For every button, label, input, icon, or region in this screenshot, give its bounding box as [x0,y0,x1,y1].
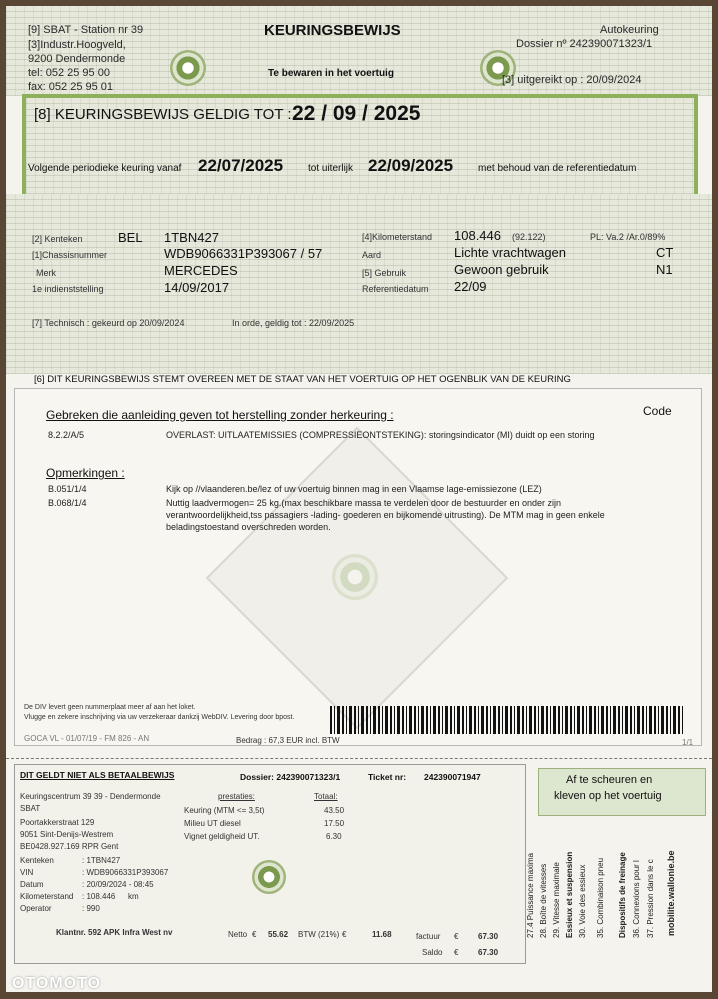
mileage-label: [4]Kilometerstand [362,232,433,242]
inspection-certificate [6,6,712,992]
first-registration-date: 14/09/2017 [164,280,230,295]
otomoto-watermark: OTOMOTO [12,975,102,992]
receipt-btw-label: BTW (21%) [298,930,340,939]
receipt-btw: 11.68 [372,930,392,939]
receipt-saldo: 67.30 [478,948,499,957]
receipt-netto: 55.62 [268,930,289,939]
receipt-dossier: Dossier: 242390071323/1 [240,772,341,782]
receipt-netto-label: Netto [228,930,248,939]
next-inspection-mid: tot uiterlijk [308,163,354,174]
defect-text: OVERLAST: UITLAATEMISSIES (COMPRESSIEONTSTEKING): storingsindicator (MI) duidt op een storing [166,430,595,440]
issue-date: [3] uitgereikt op : 20/09/2024 [502,74,642,86]
receipt-km: : 108.446 [82,892,116,901]
sticker-website: mobilite.wallonie.be [666,850,676,936]
receipt-plate-label: Kenteken [20,856,54,865]
mileage-previous: (92.122) [512,232,546,242]
first-registration-label: 1e indienststelling [32,284,104,294]
plate-number: 1TBN427 [164,230,219,245]
barcode [330,706,684,734]
station-address-line1: [3]Industr.Hoogveld, [28,39,126,51]
form-reference: GOCA VL - 01/07/19 - FM 826 - AN [24,734,150,743]
receipt-city: 9051 Sint-Denijs-Westrem [20,830,114,839]
sticker-line1: Af te scheuren en [566,774,653,786]
plate-label: [2] Kenteken [32,234,83,244]
station-fax: fax: 052 25 95 01 [28,81,114,93]
axle-info: PL: Va.2 /Ar.0/89% [590,232,666,242]
eye-logo-icon [170,50,206,86]
vin-label: [1]Chassisnummer [32,250,108,260]
receipt-factuur: 67.30 [478,932,499,941]
service-name: Milieu UT diesel [184,819,241,828]
receipt-date-label: Datum [20,880,44,889]
mileage-value: 108.446 [454,228,501,243]
tear-line [6,758,712,759]
div-note-line1: De DIV levert geen nummerplaat meer af aan het loket. [24,704,196,711]
remarks-heading: Opmerkingen : [46,466,125,480]
sticker-field: 28. Boîte de vitesses [539,863,548,938]
validity-date: 22 / 09 / 2025 [292,102,421,125]
receipt-vin: : WDB9066331P393067 [82,868,169,877]
receipt-client: Klantnr. 592 APK Infra West nv [56,928,173,937]
receipt-total-label: Totaal: [314,792,338,801]
use-label: [5] Gebruik [362,268,407,278]
vehicle-make: MERCEDES [164,263,238,278]
reference-date-label: Referentiedatum [362,284,429,294]
receipt-street: Poortakkerstraat 129 [20,818,95,827]
dossier-number: Dossier nº 242390071323/1 [516,38,653,50]
receipt-center: Keuringscentrum 39 39 - Dendermonde [20,792,161,801]
document-title: KEURINGSBEWIJS [264,22,401,39]
next-inspection-from: 22/07/2025 [198,156,284,175]
vehicle-kind: Lichte vrachtwagen [454,245,567,260]
remark-text-line3: beladingstoestand overschreden worden. [166,522,331,532]
receipt-plate: : 1TBN427 [82,856,121,865]
sticker-field: Essieux et suspension [565,851,574,938]
vehicle-use-code: N1 [656,262,673,277]
receipt-not-payment: DIT GELDT NIET ALS BETAALBEWIJS [20,770,175,780]
receipt-rpr: BE0428.927.169 RPR Gent [20,842,119,851]
receipt-services-label: prestaties: [218,792,255,801]
station-address-line2: 9200 Dendermonde [28,53,126,65]
station-phone: tel: 052 25 95 00 [28,67,110,79]
receipt-operator-label: Operator [20,904,52,913]
next-inspection-until: 22/09/2025 [368,156,454,175]
sticker-field: 30. Voie des essieux [578,864,587,938]
defects-heading: Gebreken die aanleiding geven tot herstelling zonder herkeuring : [46,408,394,422]
reference-date: 22/09 [454,279,487,294]
service-price: 43.50 [324,806,345,815]
conformity-statement: [6] DIT KEURINGSBEWIJS STEMT OVEREEN MET DE STAAT VAN HET VOERTUIG OP HET OGENBLIK VAN DE KEURING [34,374,571,385]
security-pattern-vehicle [6,194,712,374]
receipt-km-unit: km [128,892,139,901]
eye-watermark-icon [332,554,378,600]
vin-number: WDB9066331P393067 / 57 [164,246,323,261]
receipt-date: : 20/09/2024 - 08:45 [82,880,154,889]
receipt-btw-currency: € [342,930,347,939]
kind-label: Aard [362,250,382,260]
vehicle-kind-code: CT [656,245,674,260]
defects-code-label: Code [643,404,672,418]
sticker-field: 35. Combinaison pneu [596,857,605,938]
receipt-operator: : 990 [82,904,100,913]
receipt-vin-label: VIN [20,868,34,877]
receipt-factuur-currency: € [454,932,459,941]
sticker-field: 36. Connexions pour l [632,860,641,938]
station-name: [9] SBAT - Station nr 39 [28,24,144,36]
service-name: Vignet geldigheid UT. [184,832,260,841]
sticker-field: 29. Vitesse maximale [552,862,561,938]
technical-inspection-date: [7] Technisch : gekeurd op 20/09/2024 [32,318,185,328]
receipt-factuur-label: factuur [416,932,441,941]
receipt-km-label: Kilometerstand [20,892,74,901]
plate-country: BEL [118,230,143,245]
eye-logo-icon [252,860,286,894]
sticker-field: 37. Pression dans le c [646,859,655,938]
div-note-line2: Vlugge en zekere inschrijving via uw verzekeraar dankzij WebDIV. Levering door bpost. [24,714,295,721]
sticker-field: 27.4 Puissance maxima [526,853,535,938]
make-label: Merk [36,268,56,278]
remark-text: Kijk op //vlaanderen.be/lez of uw voertuig binnen mag in een Vlaamse lage-emissiezone (LEZ) [166,484,542,494]
next-inspection-prefix: Volgende periodieke keuring vanaf [28,163,182,174]
amount-note: Bedrag : 67,3 EUR incl. BTW [236,736,340,745]
receipt-saldo-label: Saldo [422,948,443,957]
document-subtitle: Te bewaren in het voertuig [268,68,394,79]
technical-valid-until: In orde, geldig tot : 22/09/2025 [232,318,355,328]
page-number: 1/1 [682,738,694,747]
receipt-ticket-number: 242390071947 [424,772,481,782]
remark-code: B.068/1/4 [48,498,87,508]
next-inspection-suffix: met behoud van de referentiedatum [478,163,637,174]
sticker-field: Dispositifs de freinage [618,852,627,938]
service-price: 6.30 [326,832,342,841]
receipt-company: SBAT [20,804,41,813]
remark-text-line2: verantwoordelijkheid,tss passagiers -lading- goederen en bijkomende uitrusting). De MTM mag in geen enkele [166,510,605,520]
receipt-saldo-currency: € [454,948,459,957]
service-name: Keuring (MTM <= 3,5t) [184,806,265,815]
receipt-netto-currency: € [252,930,257,939]
defect-code: 8.2.2/A/5 [48,430,85,440]
remark-text-line1: Nuttig laadvermogen= 25 kg.(max beschikbare massa te verdelen door de bestuurder en onder zijn [166,498,561,508]
sticker-line2: kleven op het voertuig [554,790,662,802]
service-price: 17.50 [324,819,345,828]
validity-label: [8] KEURINGSBEWIJS GELDIG TOT : [34,106,292,123]
remark-code: B.051/1/4 [48,484,87,494]
inspection-type: Autokeuring [600,24,659,36]
receipt-ticket-label: Ticket nr: [368,772,407,782]
vehicle-use: Gewoon gebruik [454,262,549,277]
